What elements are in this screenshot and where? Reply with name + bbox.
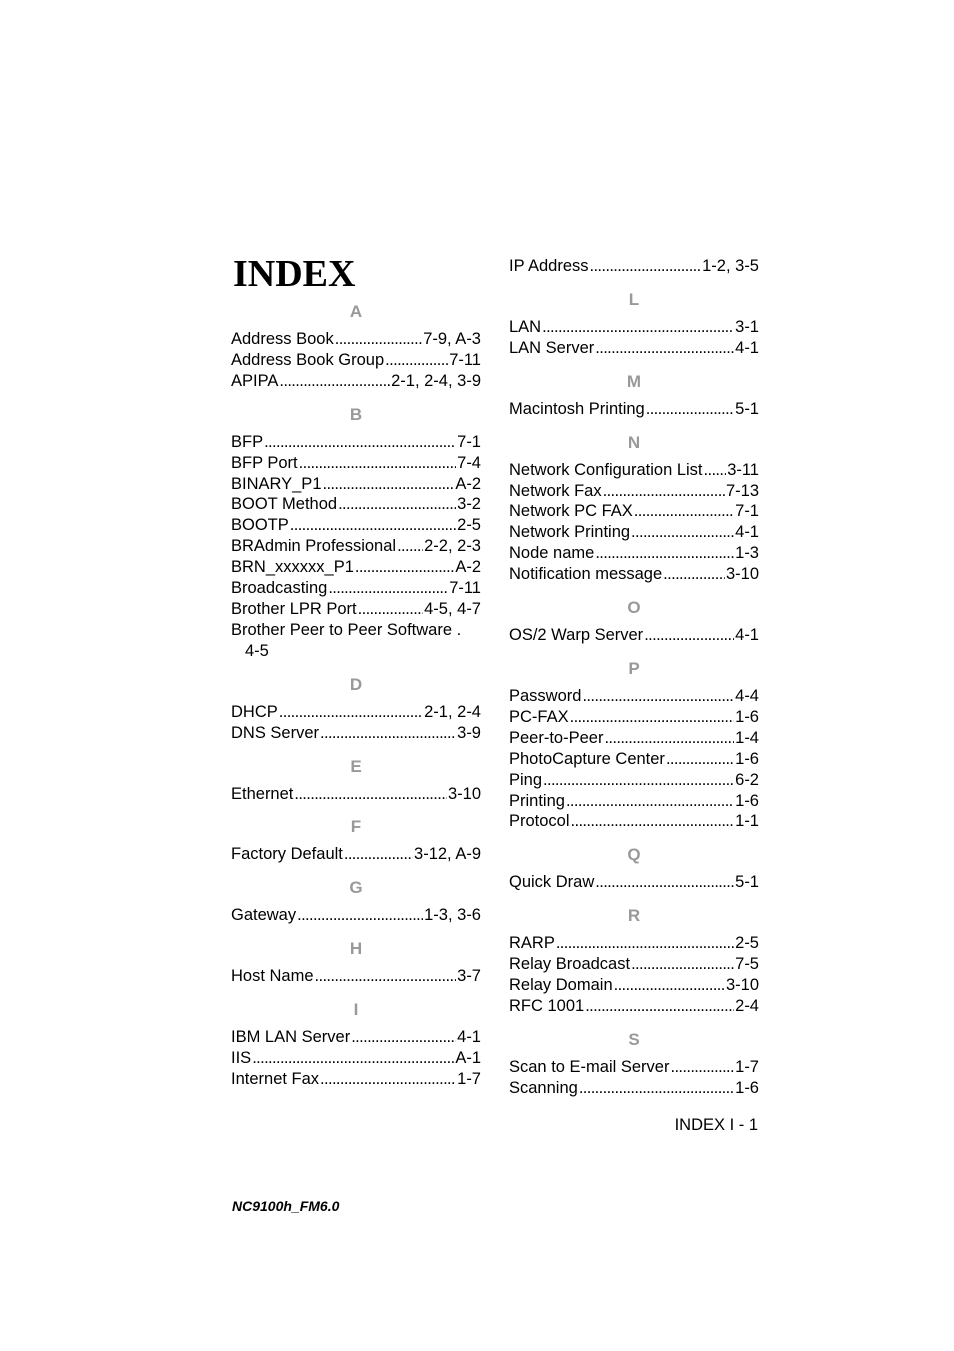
dot-leader [556,933,734,954]
index-term: BFP Port [231,453,298,472]
index-term: BOOT Method [231,495,338,514]
index-entry [509,996,759,1017]
index-pages: A-2 [455,474,481,493]
index-entry [231,784,481,805]
index-section [231,405,481,662]
index-entry [231,557,481,578]
index-section [231,817,481,865]
index-pages: 1-3, 3-6 [424,906,481,925]
index-term: BRN_xxxxxx_P1 [231,558,354,577]
index-term: DHCP [231,702,278,721]
index-entry [509,707,759,728]
index-pages: 1-1 [735,812,759,831]
dot-leader [338,494,456,515]
dot-leader [663,564,725,585]
dot-leader [670,1057,734,1078]
index-pages: 7-9, A-3 [423,330,481,348]
index-pages: 3-2 [457,495,481,514]
dot-leader [344,844,413,865]
index-entry [509,317,759,338]
index-pages: 3-7 [457,967,481,986]
index-term: Password [509,686,582,705]
dot-leader [320,723,456,744]
index-entry [231,515,481,536]
index-pages: 2-4 [735,996,759,1015]
index-entry [509,338,759,359]
section-letter: A [349,302,363,321]
index-pages: A-2 [455,558,481,577]
dot-leader [585,996,734,1017]
index-term: Quick Draw [509,873,595,892]
index-term: RARP [509,934,555,953]
dot-leader [335,329,422,350]
dot-leader [279,371,390,392]
index-term: OS/2 Warp Server [509,626,644,645]
index-entry [509,625,759,646]
dot-leader [566,791,734,812]
index-entry [231,536,481,557]
section-letter: E [350,756,362,776]
index-section [509,906,759,1017]
index-term: BINARY_P1 [231,474,322,493]
index-pages: 4-5 [245,641,269,660]
dot-leader [297,905,423,926]
index-pages: 7-11 [449,579,481,598]
section-letter: S [628,1029,640,1049]
index-term: PhotoCapture Center [509,749,665,768]
index-pages: 3-10 [725,976,759,995]
index-entry [509,872,759,893]
section-letter: P [628,658,640,678]
index-term: RFC 1001 [509,996,585,1015]
index-term: Network Configuration List [509,460,703,479]
index-pages: 6-2 [735,770,759,789]
index-entry [509,460,759,481]
dot-leader [590,256,702,277]
index-term: LAN [509,317,542,336]
index-pages: 7-5 [735,955,759,974]
dot-leader [570,707,735,728]
index-entry [509,543,759,564]
index-entry [509,399,759,420]
dot-leader [631,522,734,543]
index-entry [231,599,481,620]
dot-leader [666,749,734,770]
index-pages: 7-4 [457,453,481,472]
index-entry [509,749,759,770]
section-letter: O [627,598,641,618]
index-section [509,845,759,893]
dot-leader [252,1048,454,1069]
index-term: Peer-to-Peer [509,728,604,747]
dot-leader [320,1069,456,1090]
index-pages: 3-10 [725,565,759,584]
index-entry [231,1027,481,1048]
index-entry [509,811,759,832]
index-section [231,1000,481,1090]
section-letter: Q [627,845,641,865]
index-section [509,433,759,585]
index-pages: 1-7 [735,1057,759,1076]
index-entry [231,723,481,744]
index-pages: 1-3 [735,544,759,563]
index-entry [509,256,759,277]
index-entry [509,1057,759,1078]
dot-leader [595,872,734,893]
index-term: Macintosh Printing [509,399,645,418]
index-term: DNS Server [231,723,320,742]
dot-leader [542,317,734,338]
index-term: Internet Fax [231,1069,320,1088]
dot-leader [571,811,735,832]
index-term: Network Printing [509,523,631,542]
index-pages: A-1 [455,1049,481,1068]
dot-leader [397,536,423,557]
dot-leader [604,728,734,749]
index-term: BFP [231,432,264,451]
dot-leader [279,702,423,723]
dot-leader [595,338,734,359]
index-pages: 7-11 [449,350,481,369]
index-entry [509,481,759,502]
index-entry [231,453,481,474]
index-pages: 2-1, 2-4 [424,702,481,721]
dot-leader [595,543,734,564]
index-term: Broadcasting [231,579,328,598]
index-entry [509,501,759,522]
section-letter: M [626,371,642,391]
dot-leader [644,625,734,646]
index-pages: 3-12, A-9 [414,845,481,864]
index-pages: 4-1 [735,626,759,645]
index-term: Scan to E-mail Server [509,1057,670,1076]
index-term: Brother LPR Port [231,599,357,618]
index-entry [231,905,481,926]
index-term: Printing [509,791,565,810]
index-term: Gateway [231,906,297,925]
dot-leader [315,966,457,987]
index-term: Network PC FAX [509,502,633,521]
index-pages: 4-1 [735,338,759,357]
index-term: BOOTP [231,516,289,535]
dot-leader [543,770,734,791]
dot-leader [358,599,423,620]
index-pages: 2-2, 2-3 [424,537,481,556]
index-pages: 4-1 [735,523,759,542]
index-entry [509,954,759,975]
section-letter: F [350,817,362,837]
index-pages: 5-1 [735,873,759,892]
dot-leader [582,686,734,707]
index-term: Host Name [231,967,314,986]
section-letter: H [349,939,363,959]
section-letter: R [627,906,641,926]
index-term: IIS [231,1049,252,1068]
section-letter: N [627,432,641,452]
index-entry [231,474,481,495]
index-section [509,372,759,420]
index-term: Node name [509,544,595,563]
index-entry [509,728,759,749]
page-title: INDEX [233,253,356,295]
index-section [509,290,759,359]
index-pages: 1-7 [457,1069,481,1088]
index-entry [231,966,481,987]
index-term: Relay Domain [509,976,613,995]
dot-leader [264,432,456,453]
dot-leader [290,515,456,536]
index-term: Factory Default [231,845,343,864]
dot-leader [385,350,448,371]
index-pages: 1-6 [735,749,759,768]
index-term: Relay Broadcast [509,955,631,974]
index-term: Notification message [509,565,663,584]
index-entry [509,1078,759,1099]
index-pages: 1-6 [735,1078,759,1097]
dot-leader [294,784,447,805]
dot-leader [328,578,448,599]
index-term: Protocol [509,812,570,831]
index-term: Address Book Group [231,350,385,369]
dot-leader [634,501,734,522]
dot-leader [631,954,734,975]
index-pages: 3-9 [457,723,481,742]
index-pages: 4-1 [457,1028,481,1047]
dot-leader [704,460,727,481]
index-pages: 5-1 [735,399,759,418]
index-section [231,939,481,987]
index-pages: 4-5, 4-7 [424,599,481,618]
section-letter: L [628,289,640,309]
index-entry [231,702,481,723]
index-pages: 7-1 [735,502,759,521]
section-letter: I [353,1000,359,1020]
index-entry [509,975,759,996]
index-entry [509,564,759,585]
index-entry [509,522,759,543]
index-section [231,878,481,926]
index-term: IBM LAN Server [231,1028,351,1047]
section-letter: B [349,404,363,424]
dot-leader [579,1078,734,1099]
index-section [509,598,759,646]
index-term: Address Book [231,330,334,348]
index-pages: 2-5 [735,934,759,953]
index-section [509,1030,759,1099]
index-pages: 1-2, 3-5 [702,257,759,275]
index-column-left [231,302,481,1090]
index-entry [231,620,481,662]
section-letter: G [349,878,363,898]
index-pages: 3-11 [727,460,759,479]
index-section [231,757,481,805]
dot-leader [355,557,454,578]
index-entry [509,933,759,954]
index-section [231,302,481,392]
dot-leader [603,481,725,502]
index-column-right [509,256,759,1099]
dot-leader [299,453,457,474]
index-pages: 2-5 [457,516,481,535]
index-term: Ping [509,770,543,789]
dot-leader [323,474,455,495]
index-pages: 1-6 [735,707,759,726]
index-entry [231,1069,481,1090]
index-entry [231,1048,481,1069]
index-entry [231,432,481,453]
index-pages: 2-1, 2-4, 3-9 [391,371,481,390]
index-entry [231,371,481,392]
index-term: APIPA [231,371,279,390]
index-term: Brother Peer to Peer Software . [231,620,462,639]
index-entry [231,329,481,350]
index-pages: 3-1 [735,317,759,336]
page-number: INDEX I - 1 [674,1116,758,1134]
index-term: PC-FAX [509,707,569,726]
index-entry [509,686,759,707]
index-pages: 1-4 [735,728,759,747]
index-term: IP Address [509,257,589,275]
index-entry [509,791,759,812]
index-pages: 3-10 [447,784,481,803]
index-term: Scanning [509,1078,578,1097]
dot-leader [351,1027,456,1048]
dot-leader [646,399,734,420]
index-term: Ethernet [231,784,294,803]
index-term: Network Fax [509,481,602,500]
index-entry [231,844,481,865]
index-pages: 7-13 [725,481,759,500]
index-section [509,659,759,832]
index-entry [231,578,481,599]
index-pages: 7-1 [457,432,481,451]
index-entry [509,770,759,791]
index-pages: 1-6 [735,791,759,810]
index-term: LAN Server [509,338,595,357]
index-pages: 4-4 [735,686,759,705]
index-term: BRAdmin Professional [231,537,397,556]
document-code: NC9100h_FM6.0 [232,1198,340,1214]
index-entry [231,350,481,371]
index-section [231,675,481,744]
dot-leader [614,975,725,996]
index-entry [231,494,481,515]
section-letter: D [349,674,363,694]
